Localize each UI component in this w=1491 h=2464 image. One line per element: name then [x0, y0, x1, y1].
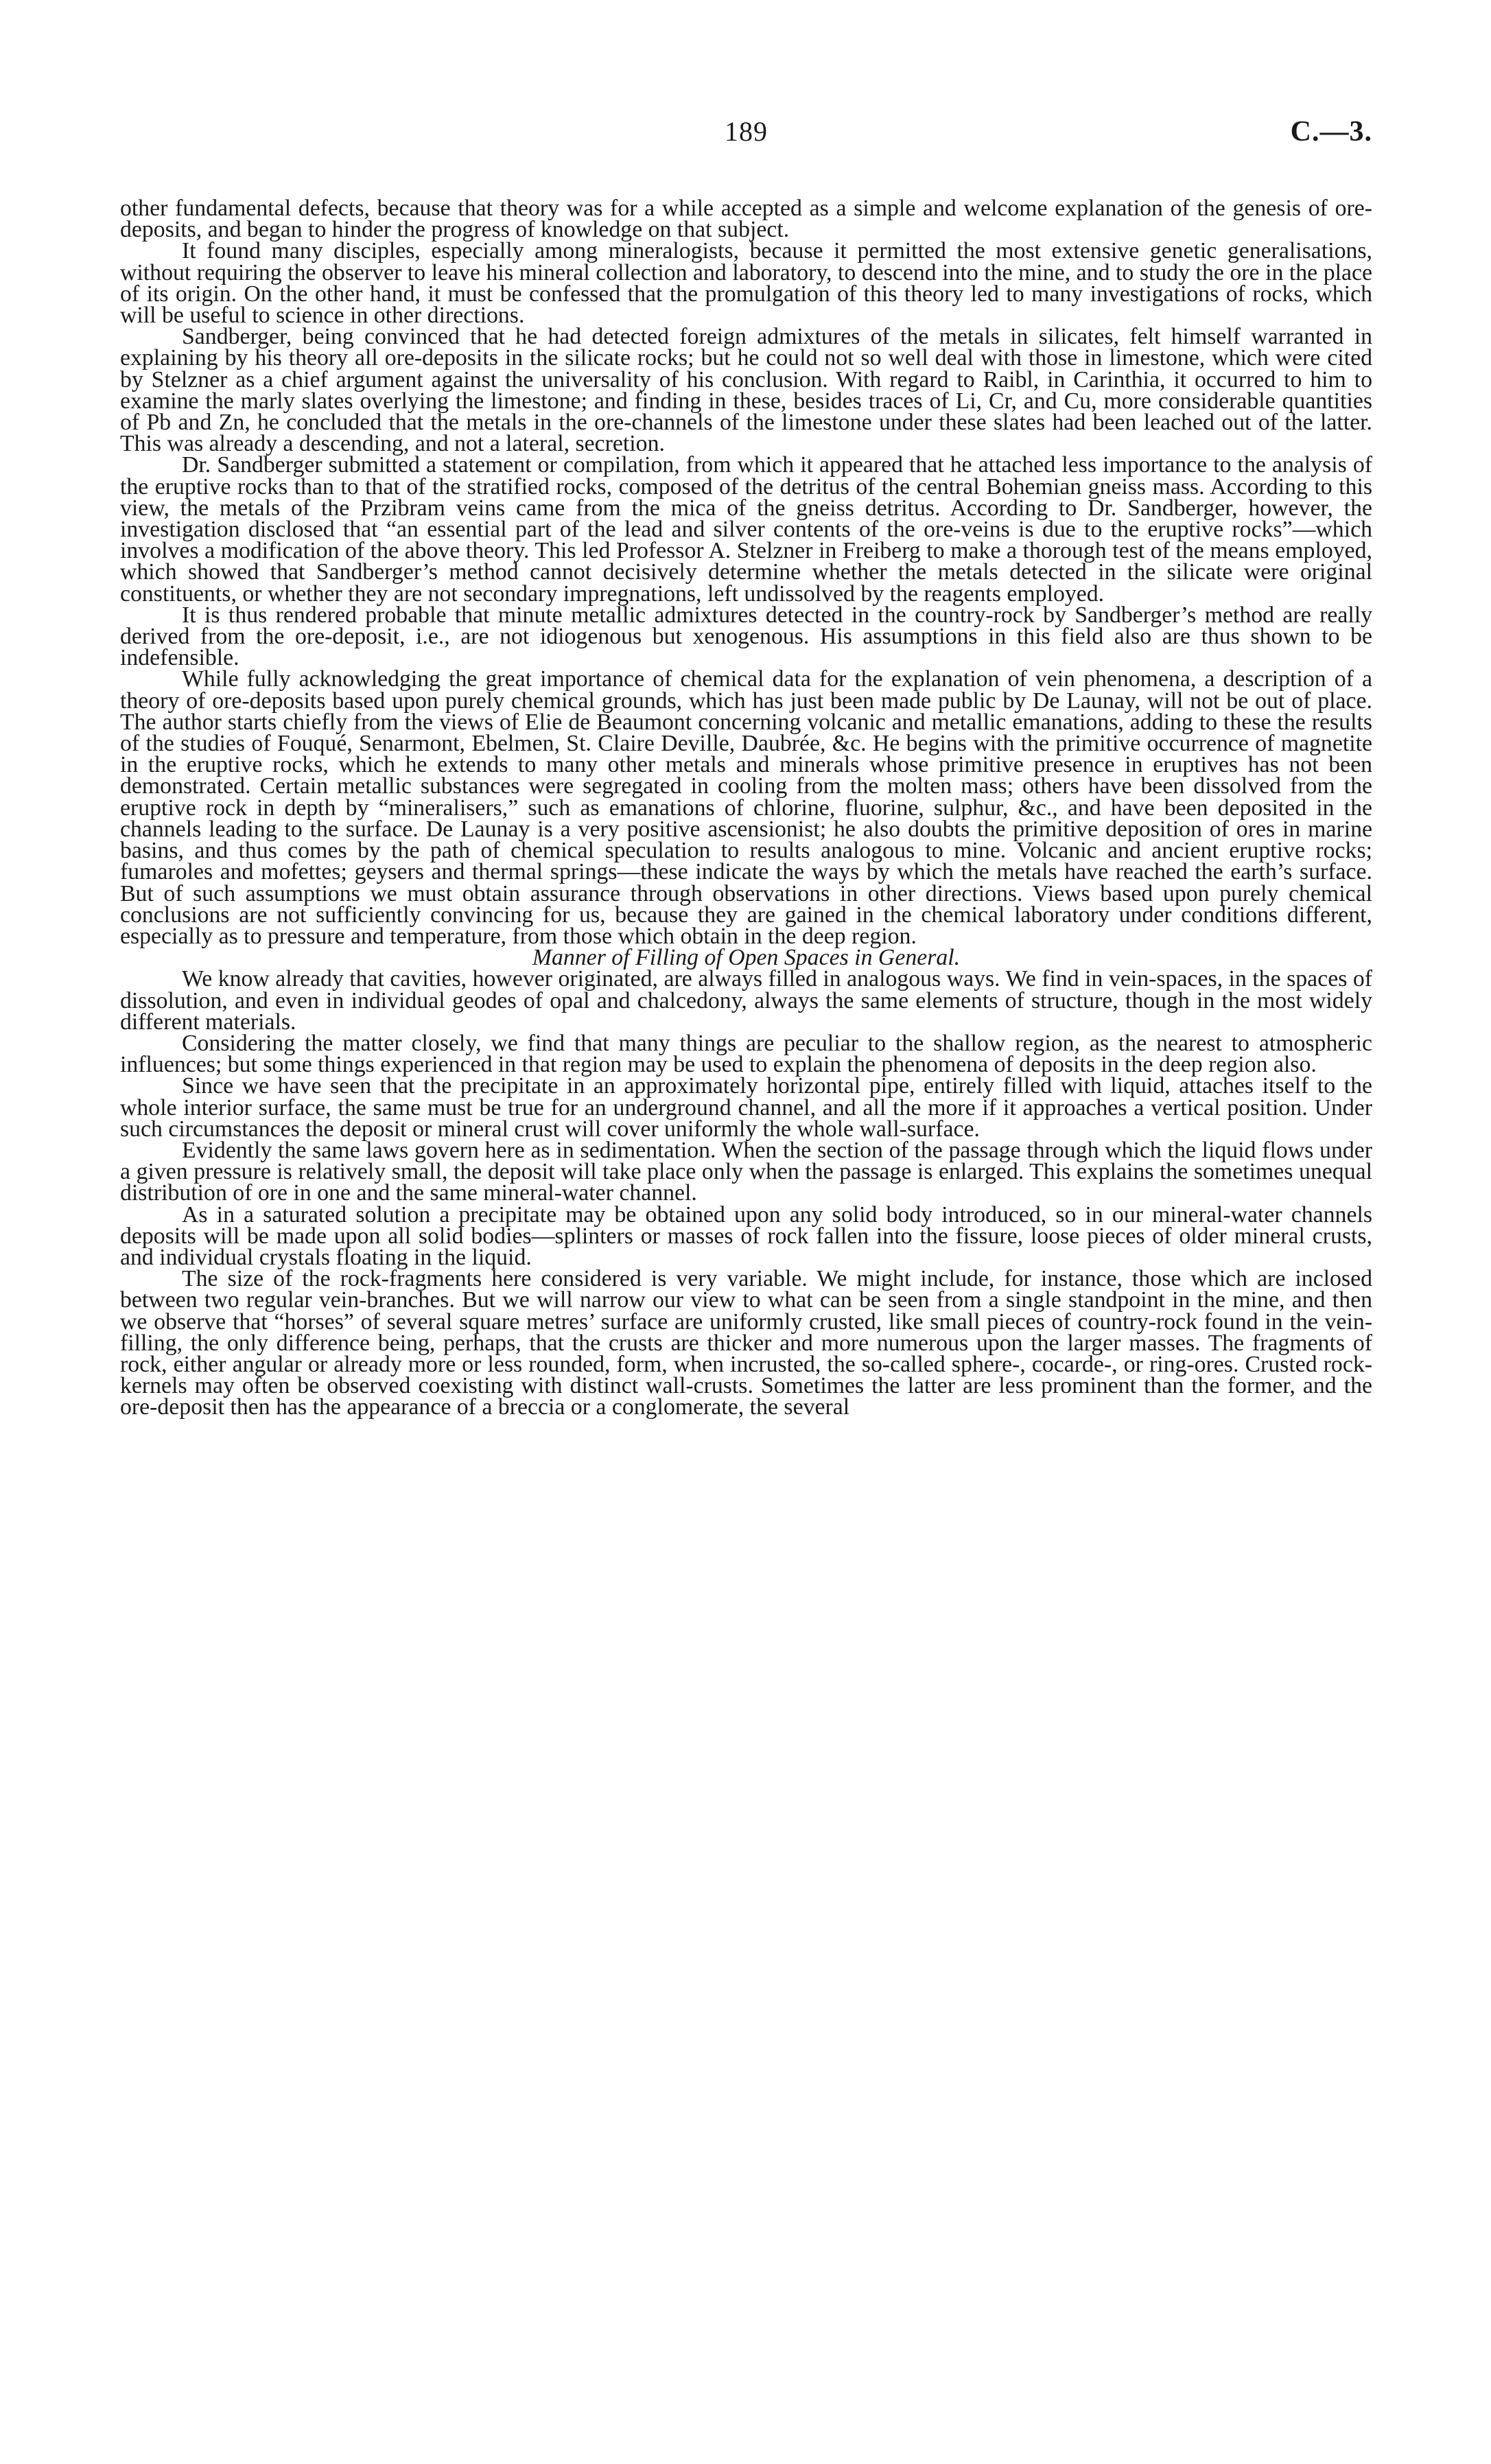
paragraph-continued: other fundamental defects, because that theory was for a while accepted as a simple and welcome explanation of the genesis of ore-deposits, and began to hinder the progress of knowledge on that subject.	[120, 196, 1372, 243]
section-heading: Manner of Filling of Open Spaces in General.	[532, 945, 961, 971]
paragraph: It found many disciples, especially among mineralogists, because it permitted the most extensive genetic generalisations, without requiring the observer to leave his mineral collection and laboratory, to descend into the mine, and to study the ore in the place of its origin. On the other hand, it must be confessed that the promulgation of this theory led to many investigations of rocks, which will be useful to science in other directions.	[120, 238, 1372, 329]
paragraph: Dr. Sandberger submitted a statement or compilation, from which it appeared that he attached less importance to the analysis of the eruptive rocks than to that of the stratified rocks, composed of the detritus of the central Bohemian gneiss mass. According to this view, the metals of the Przibram veins came from the mica of the gneiss detritus. According to Dr. Sandberger, however, the investigation disclosed that “an essential part of the lead and silver contents of the ore-veins is due to the eruptive rocks”—which involves a modification of the above theory. This led Professor A. Stelzner in Freiberg to make a thorough test of the means employed, which showed that Sandberger’s method cannot decisively determine whether the metals detected in the silicate were original constituents, or whether they are not secondary impregnations, left undissolved by the reagents employed.	[120, 452, 1372, 607]
paragraph: Sandberger, being convinced that he had detected foreign admixtures of the metals in silicates, felt himself warranted in explaining by his theory all ore-deposits in the silicate rocks; but he could not so well deal with those in limestone, which were cited by Stelzner as a chief argument against the universality of his conclusion. With regard to Raibl, in Carinthia, it occurred to him to examine the marly slates overlying the limestone; and finding in these, besides traces of Li, Cr, and Cu, more considerable quantities of Pb and Zn, he concluded that the metals in the ore-channels of the limestone under these slates had been leached out of the latter. This was already a descending, and not a lateral, secretion.	[120, 324, 1372, 457]
paragraph: While fully acknowledging the great importance of chemical data for the explanation of vein phenomena, a description of a theory of ore-deposits based upon purely chemical grounds, which has just been made public by De Launay, will not be out of place. The author starts chiefly from the views of Elie de Beaumont concerning volcanic and metallic emanations, adding to these the results of the studies of Fouqué, Senarmont, Ebelmen, St. Claire Deville, Daubrée, &c. He begins with the primitive occurrence of magnetite in the eruptive rocks, which he extends to many other metals and minerals whose primitive presence in eruptives has not been demonstrated. Certain metallic substances were segregated in cooling from the molten mass; others have been dissolved from the eruptive rock in depth by “mineralisers,” such as emanations of chlorine, fluorine, sulphur, &c., and have been deposited in the channels leading to the surface. De Launay is a very positive ascensionist; he also doubts the primitive deposition of ores in marine basins, and thus comes by the path of chemical speculation to results analogous to mine. Volcanic and ancient eruptive rocks; fumaroles and mofettes; geysers and thermal springs—these indicate the ways by which the metals have reached the earth’s surface. But of such assumptions we must obtain assurance through observations in other directions. Views based upon purely chemical conclusions are not sufficiently convincing for us, because they are gained in the chemical laboratory under conditions different, especially as to pressure and temperature, from those which obtain in the deep region.	[120, 666, 1372, 949]
paragraph: Since we have seen that the precipitate in an approximately horizontal pipe, entirely filled with liquid, attaches itself to the whole interior surface, the same must be true for an underground channel, and all the more if it approaches a vertical position. Under such circumstances the deposit or mineral crust will cover uniformly the whole wall-surface.	[120, 1073, 1372, 1142]
paragraph: As in a saturated solution a precipitate may be obtained upon any solid body introduced, so in our mineral-water channels deposits will be made upon all solid bodies—splinters or masses of rock fallen into the fissure, loose pieces of older mineral crusts, and individual crystals floating in the liquid.	[120, 1201, 1372, 1270]
page-number: 189	[725, 116, 768, 147]
paragraph: We know already that cavities, however originated, are always filled in analogous ways. We find in vein-spaces, in the spaces of dissolution, and even in individual geodes of opal and chalcedony, always the same elements of structure, though in the most widely different materials.	[120, 966, 1372, 1035]
paragraph: It is thus rendered probable that minute metallic admixtures detected in the country-rock by Sandberger’s method are really derived from the ore-deposit, i.e., are not idiogenous but xenogenous. His assumptions in this field also are thus shown to be indefensible.	[120, 602, 1372, 671]
body-text	[120, 198, 1372, 1418]
paragraph: The size of the rock-fragments here considered is very variable. We might include, for instance, those which are inclosed between two regular vein-branches. But we will narrow our view to what can be seen from a single standpoint in the mine, and then we observe that “horses” of several square metres’ surface are uniformly crusted, like small pieces of country-rock found in the vein-filling, the only difference being, perhaps, that the crusts are thicker and more numerous upon the larger masses. The fragments of rock, either angular or already more or less rounded, form, when incrusted, the so-called sphere-, cocarde-, or ring-ores. Crusted rock-kernels may often be observed coexisting with distinct wall-crusts. Sometimes the latter are less prominent than the former, and the ore-deposit then has the appearance of a breccia or a conglomerate, the several	[120, 1266, 1372, 1420]
paragraph: Evidently the same laws govern here as in sedimentation. When the section of the passage through which the liquid flows under a given pressure is relatively small, the deposit will take place only when the passage is enlarged. This explains the sometimes unequal distribution of ore in one and the same mineral-water channel.	[120, 1137, 1372, 1206]
paper-reference: C.—3.	[1290, 116, 1372, 148]
paragraph: Considering the matter closely, we find that many things are peculiar to the shallow region, as the nearest to atmospheric influences; but some things experienced in that region may be used to explain the phenomena of deposits in the deep region also.	[120, 1030, 1372, 1078]
page-header	[120, 115, 1372, 163]
